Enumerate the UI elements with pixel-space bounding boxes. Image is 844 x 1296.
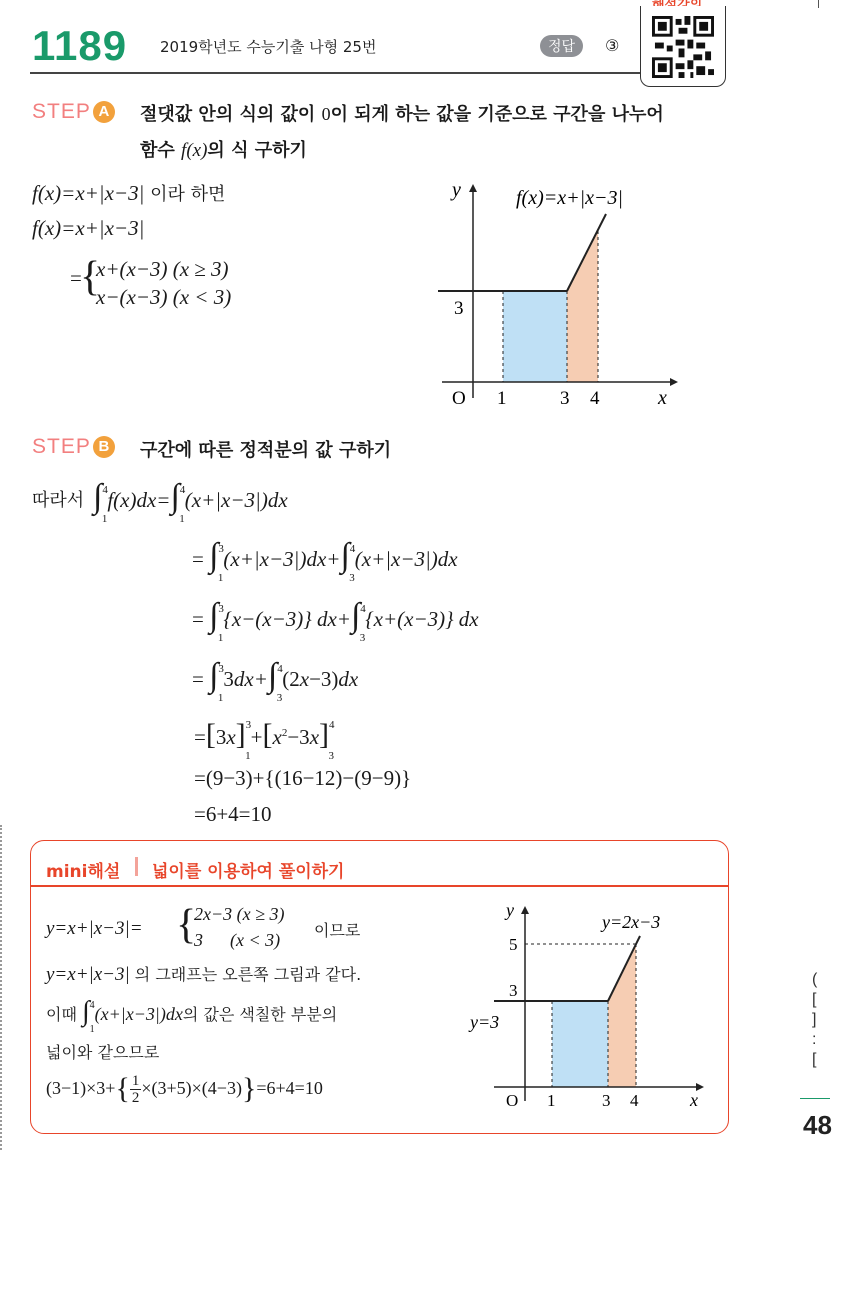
mini-line1-pre: y=x+|x−3|= bbox=[46, 918, 143, 939]
x-axis-arrow bbox=[670, 378, 678, 386]
mini-line5-a: (3−1)×3+ bbox=[46, 1078, 116, 1098]
step-a-tag: STEP bbox=[32, 100, 91, 123]
graph1-origin: O bbox=[452, 388, 466, 409]
mini-y-axis-arrow bbox=[521, 906, 529, 914]
mini-line1-post: 이므로 bbox=[314, 921, 361, 940]
step-b-prefix: 따라서 bbox=[32, 490, 85, 511]
mini-line4: 넓이와 같으므로 bbox=[46, 1043, 160, 1062]
step-b-title: 구간에 따른 정적분의 값 구하기 bbox=[140, 440, 392, 461]
mini-case-1: 2x−3 (x ≥ 3) bbox=[194, 904, 285, 924]
graph2-func-label: y=2x−3 bbox=[602, 912, 661, 932]
graph2-xtick-3: 3 bbox=[602, 1091, 611, 1110]
graph1-xtick-1: 1 bbox=[497, 388, 507, 409]
mini-line5-c: =6+4=10 bbox=[256, 1078, 323, 1098]
graph2-y-label: y bbox=[506, 900, 514, 920]
mini-line2 bbox=[46, 962, 361, 986]
integral-line-5: $=[3x]^3_1+[x^2-3x]^4_3$ bbox=[194, 718, 335, 763]
step-a-line2: f(x)=x+|x−3| bbox=[32, 216, 145, 240]
case-equals: = bbox=[70, 266, 82, 290]
graph2-ytick-3: 3 bbox=[509, 981, 518, 1000]
qr-code-icon[interactable] bbox=[651, 16, 715, 78]
graph1-xtick-4: 4 bbox=[590, 388, 600, 409]
step-a-title-part: 이 되게 하는 값을 기준으로 구간을 나누어 bbox=[330, 104, 664, 125]
integral-line-4: = ∫$^3_1$3dx+∫$^4_3$(2x−3)dx bbox=[192, 657, 359, 705]
step-a-title-part: 절댓값 안의 식의 값이 bbox=[140, 104, 322, 125]
step-b-tag: STEP bbox=[32, 435, 91, 458]
mini-title: 넓이를 이용하여 풀이하기 bbox=[152, 862, 345, 882]
problem-source: 2019학년도 수능기출 나형 25번 bbox=[160, 38, 377, 56]
margin-tick bbox=[818, 0, 819, 8]
graph1-x-label: x bbox=[658, 387, 667, 409]
integral-line-3: = ∫$^3_1${x−(x−3)} dx+∫$^4_3${x+(x−3)} dx bbox=[192, 597, 479, 645]
graph2-xtick-1: 1 bbox=[547, 1091, 556, 1110]
step-a-title-part: 의 식 구하기 bbox=[207, 140, 307, 161]
step-a-title-line2 bbox=[140, 136, 307, 162]
step-a-title-line1 bbox=[140, 100, 664, 126]
graph2-origin: O bbox=[506, 1091, 519, 1110]
step-b-circle: B bbox=[93, 436, 115, 458]
step-a-circle: A bbox=[93, 101, 115, 123]
mini-line5-b: ×(3+5)×(4−3) bbox=[141, 1078, 242, 1098]
graph2-x-label: x bbox=[690, 1090, 698, 1110]
qr-code-frame[interactable] bbox=[640, 6, 726, 87]
graph-fx-piecewise bbox=[430, 170, 690, 415]
orange-area-3-to-4 bbox=[567, 231, 598, 382]
graph2-ytick-5: 5 bbox=[509, 935, 518, 954]
answer-value: ③ bbox=[605, 38, 620, 55]
mini-orange-area bbox=[608, 944, 636, 1087]
mini-header-divider bbox=[30, 885, 728, 887]
page-number: 48 bbox=[803, 1110, 832, 1140]
problem-number: 1189 bbox=[32, 22, 128, 69]
side-margin-line bbox=[800, 1098, 830, 1099]
step-a-title-zero: 0 bbox=[321, 104, 331, 124]
graph1-xtick-3: 3 bbox=[560, 388, 570, 409]
mini-separator bbox=[135, 857, 138, 876]
step-a-line1 bbox=[32, 180, 225, 206]
graph2-xtick-4: 4 bbox=[630, 1091, 639, 1110]
mini-line3-pre: 이때 bbox=[46, 1005, 82, 1024]
graph1-y-label: y bbox=[452, 179, 461, 201]
answer-badge: 정답 bbox=[540, 35, 583, 57]
integral-line-2: = ∫$^3_1$(x+|x−3|)dx+∫$^4_3$(x+|x−3|)dx bbox=[192, 537, 458, 585]
integral-line-7: =6+4=10 bbox=[194, 802, 272, 826]
mini-blue-area bbox=[552, 1001, 608, 1087]
mini-line3-math: (x+|x−3|)dx bbox=[94, 1004, 183, 1024]
header-divider bbox=[30, 72, 640, 74]
graph1-func-label: f(x)=x+|x−3| bbox=[516, 187, 623, 209]
step-b-heading bbox=[32, 435, 115, 459]
mini-line3: 이때 ∫$^4_1$(x+|x−3|)dx의 값은 색칠한 부분의 bbox=[46, 996, 338, 1036]
mini-line5: (3−1)×3+{ $\frac{1}{2}$ ×(3+5)×(4−3)}=6+4=10 bbox=[46, 1072, 323, 1107]
integral-line-6: =(9−3)+{(16−12)−(9−9)} bbox=[194, 766, 412, 790]
blue-area-1-to-3 bbox=[503, 291, 567, 382]
case-1: x+(x−3) (x ≥ 3) bbox=[96, 257, 229, 281]
case-2: x−(x−3) (x < 3) bbox=[96, 285, 232, 309]
fx-definition: f(x)=x+|x−3| bbox=[32, 181, 145, 205]
graph1-ytick-3: 3 bbox=[454, 298, 464, 319]
graph2-line-label: y=3 bbox=[470, 1012, 500, 1032]
mini-case-2: 3 (x < 3) bbox=[194, 930, 281, 950]
case-brace: { bbox=[80, 254, 101, 300]
mini-line3-post: 의 값은 색칠한 부분의 bbox=[182, 1005, 338, 1024]
y-axis-arrow bbox=[469, 184, 477, 192]
fx-definition-text: 이라 하면 bbox=[144, 184, 226, 205]
side-margin-fragment: ( [ ] : [ bbox=[812, 971, 818, 1068]
left-margin-dots bbox=[0, 825, 2, 1150]
step-a-title-part: 함수 bbox=[140, 140, 182, 161]
graph-mini-area bbox=[468, 896, 718, 1111]
integral-line-1: ∫$^4_1$f(x)dx=∫$^4_1$(x+|x−3|)dx bbox=[93, 478, 288, 526]
mini-line2-text: 의 그래프는 오른쪽 그림과 같다. bbox=[129, 965, 362, 984]
mini-case-brace: { bbox=[176, 902, 197, 948]
step-a-title-fx: f(x) bbox=[181, 140, 208, 161]
mini-line2-math: y=x+|x−3| bbox=[46, 964, 130, 985]
mini-label: mini해설 bbox=[46, 862, 121, 882]
step-a-heading bbox=[32, 100, 115, 124]
